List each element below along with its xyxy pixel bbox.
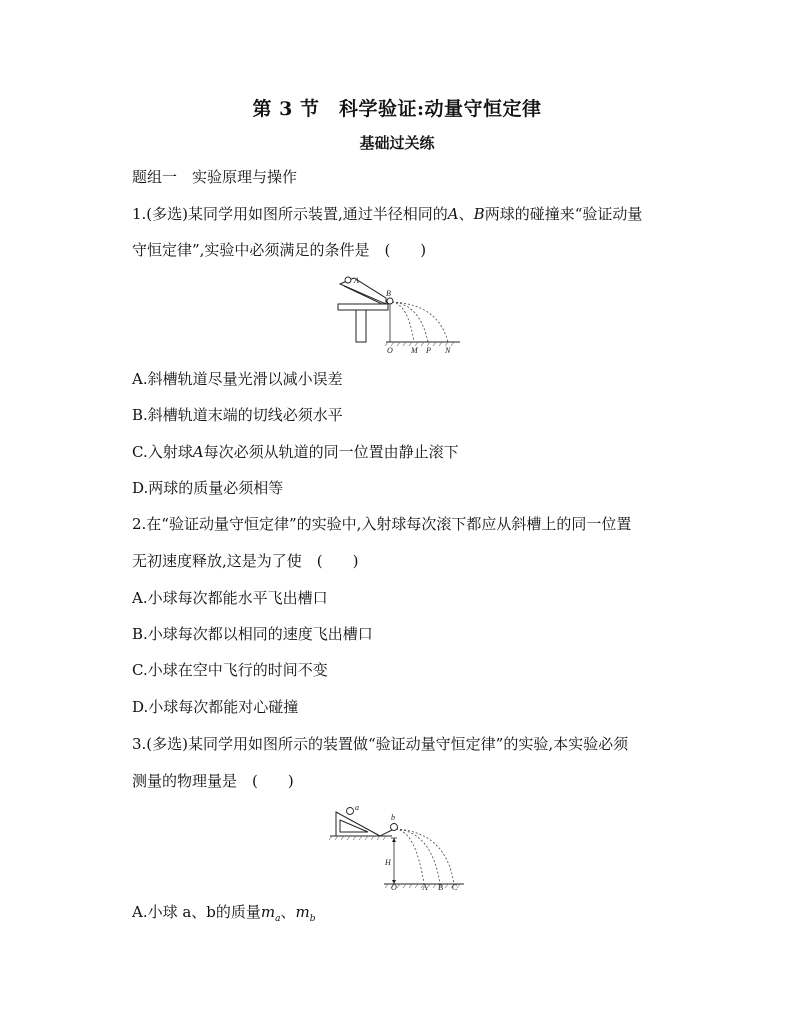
fig1-label-n: N (445, 346, 451, 355)
q1-stem-line1 (132, 204, 642, 224)
q1-ball-a: A (447, 205, 459, 223)
q1-option-c-text-b: 每次必须从轨道的同一位置由静止滚下 (203, 443, 459, 461)
fig2-label-b: b (391, 813, 395, 822)
q1-option-c-var: A (192, 443, 204, 461)
q1-option-c-text-a: C.入射球 (132, 443, 193, 461)
q3-mass-sub-a: a (275, 914, 281, 924)
fig1-label-o: O (387, 346, 393, 355)
q3-stem-line2: 测量的物理量是 ( ) (132, 772, 294, 790)
q3-apparatus-figure (328, 802, 468, 890)
q1-sep: 、 (458, 205, 474, 223)
q1-option-d: D.两球的质量必须相等 (132, 479, 284, 497)
fig2-label-a2: A (422, 883, 428, 890)
fig1-label-m: M (411, 346, 418, 355)
fig2-label-a: a (355, 803, 359, 812)
q1-ball-b: B (473, 205, 485, 223)
q3-mass-a (260, 903, 281, 924)
q1-text-b: 两球的碰撞来“验证动量 (484, 205, 643, 223)
section-subtitle: 基础过关练 (359, 134, 435, 152)
q1-option-b: B.斜槽轨道末端的切线必须水平 (132, 406, 343, 424)
q2-option-b: B.小球每次都以相同的速度飞出槽口 (132, 625, 373, 643)
fig1-label-a: A (354, 276, 359, 285)
fig2-label-c: C (452, 883, 458, 890)
q2-stem-line1: 2.在“验证动量守恒定律”的实验中,入射球每次滚下都应从斜槽上的同一位置 (132, 515, 632, 533)
q3-mass-b (295, 903, 316, 924)
q2-stem-line2: 无初速度释放,这是为了使 ( ) (132, 552, 359, 570)
group-heading: 题组一 实验原理与操作 (132, 168, 298, 186)
q1-apparatus-figure (330, 274, 466, 356)
q3-stem-line1: 3.(多选)某同学用如图所示的装置做“验证动量守恒定律”的实验,本实验必须 (132, 735, 629, 753)
q3-mass-sub-b: b (309, 914, 316, 924)
q1-stem-line2: 守恒定律”,实验中必须满足的条件是 ( ) (132, 241, 427, 259)
fig2-label-o: O (391, 883, 397, 890)
q3-mass-symbol-a: m (260, 903, 276, 921)
fig2-label-h: H (385, 858, 391, 867)
q2-option-d: D.小球每次都能对心碰撞 (132, 698, 299, 716)
q1-option-a: A.斜槽轨道尽量光滑以减小误差 (132, 370, 343, 388)
fig2-label-b2: B (438, 883, 444, 890)
q3-mass-symbol-b: m (295, 903, 310, 921)
q2-option-c: C.小球在空中飞行的时间不变 (132, 661, 328, 679)
fig1-label-p: P (426, 346, 431, 355)
q1-text-a: 1.(多选)某同学用如图所示装置,通过半径相同的 (132, 205, 448, 223)
page-title: 第 3 节 科学验证:动量守恒定律 (252, 98, 542, 120)
q3-mass-sep: 、 (280, 903, 296, 921)
fig1-label-b: B (386, 289, 391, 298)
q1-option-c (132, 442, 459, 462)
q2-option-a: A.小球每次都能水平飞出槽口 (132, 589, 328, 607)
q3-option-a-text: A.小球 a、b的质量 (132, 903, 261, 921)
q3-option-a (132, 902, 316, 929)
